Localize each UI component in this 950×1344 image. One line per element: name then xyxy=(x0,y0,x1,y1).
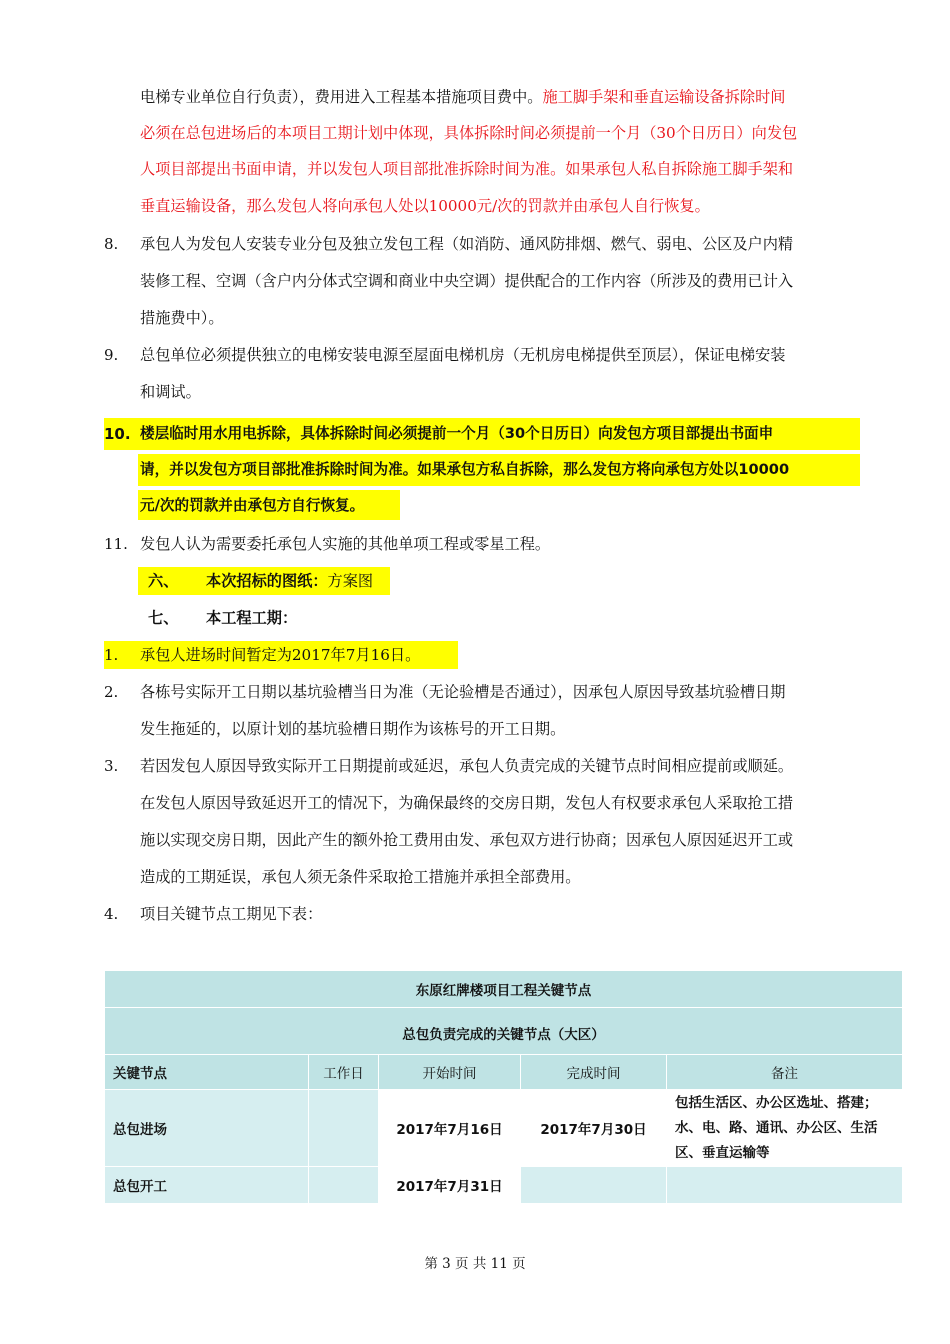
text-line: 承包人进场时间暂定为2017年7月16日。 xyxy=(140,646,421,664)
red-text-line: 必须在总包进场后的本项目工期计划中体现，具体拆除时间必须提前一个月（30个日历日）向发包 xyxy=(140,124,798,142)
table-row xyxy=(105,1167,903,1204)
column-header: 备注 xyxy=(667,1055,903,1090)
table-cell-end xyxy=(521,1167,667,1204)
table-cell-workdays xyxy=(309,1167,379,1204)
list-number: 10. xyxy=(104,425,131,443)
column-header: 完成时间 xyxy=(521,1055,667,1090)
table-row xyxy=(105,1090,903,1167)
text-line: 发包人认为需要委托承包人实施的其他单项工程或零星工程。 xyxy=(140,535,551,553)
list-number: 4. xyxy=(104,905,119,923)
red-text-segment: 施工脚手架和垂直运输设备拆除时间 xyxy=(542,88,786,106)
section-heading xyxy=(206,568,373,594)
section-number: 七、 xyxy=(148,609,179,627)
table-cell-note: 包括生活区、办公区选址、搭建；水、电、路、通讯、办公区、生活区、垂直运输等 xyxy=(667,1090,903,1167)
table-cell-note xyxy=(667,1167,903,1204)
text-line xyxy=(140,84,785,110)
table-cell-node: 总包进场 xyxy=(105,1090,309,1167)
column-header: 开始时间 xyxy=(379,1055,521,1090)
text-segment: 电梯专业单位自行负责），费用进入工程基本措施项目费中。 xyxy=(140,88,543,106)
page-footer: 第 3 页 共 11 页 xyxy=(424,1256,526,1272)
section-number: 六、 xyxy=(148,572,179,590)
text-line: 发生拖延的，以原计划的基坑验槽日期作为该栋号的开工日期。 xyxy=(140,720,566,738)
table-cell-end: 2017年7月30日 xyxy=(521,1090,667,1167)
red-text-line: 人项目部提出书面申请，并以发包人项目部批准拆除时间为准。如果承包人私自拆除施工脚手架和 xyxy=(140,160,794,178)
text-line: 措施费中）。 xyxy=(140,309,224,327)
text-line: 在发包人原因导致延迟开工的情况下，为确保最终的交房日期，发包人有权要求承包人采取抢工措 xyxy=(140,794,794,812)
column-header: 工作日 xyxy=(309,1055,379,1090)
list-number: 2. xyxy=(104,683,119,701)
text-line: 项目关键节点工期见下表： xyxy=(140,905,323,923)
table-cell-start: 2017年7月16日 xyxy=(379,1090,521,1167)
text-line: 总包单位必须提供独立的电梯安装电源至屋面电梯机房（无机房电梯提供至顶层），保证电梯安装 xyxy=(140,346,786,364)
text-line: 各栋号实际开工日期以基坑验槽当日为准（无论验槽是否通过），因承包人原因导致基坑验槽日期 xyxy=(140,683,786,701)
table-cell-workdays xyxy=(309,1090,379,1167)
red-text-line: 垂直运输设备，那么发包人将向承包人处以10000元/次的罚款并由承包人自行恢复。 xyxy=(140,197,710,215)
table-title: 东原红牌楼项目工程关键节点 xyxy=(105,971,903,1008)
key-nodes-table xyxy=(104,970,903,1204)
table-header-row xyxy=(105,1055,903,1090)
list-number: 1. xyxy=(104,646,119,664)
bold-text-line: 楼层临时用水用电拆除，具体拆除时间必须提前一个月（30个日历日）向发包方项目部提出书面申 xyxy=(140,425,774,442)
list-number: 11. xyxy=(104,535,128,553)
bold-text-line: 请，并以发包方项目部批准拆除时间为准。如果承包方私自拆除，那么发包方将向承包方处以10000 xyxy=(140,461,790,478)
section-title: 本工程工期： xyxy=(206,609,298,627)
text-line: 若因发包人原因导致实际开工日期提前或延迟，承包人负责完成的关键节点时间相应提前或顺延。 xyxy=(140,757,794,775)
list-number: 9. xyxy=(104,346,119,364)
table-subtitle: 总包负责完成的关键节点（大区） xyxy=(105,1008,903,1055)
section-title: 本次招标的图纸： xyxy=(206,572,328,590)
column-header: 关键节点 xyxy=(105,1055,309,1090)
list-number: 8. xyxy=(104,235,119,253)
text-line: 承包人为发包人安装专业分包及独立发包工程（如消防、通风防排烟、燃气、弱电、公区及户内精 xyxy=(140,235,794,253)
section-title-rest: 方案图 xyxy=(327,572,374,590)
text-line: 施以实现交房日期，因此产生的额外抢工费用由发、承包双方进行协商；因承包人原因延迟开工或 xyxy=(140,831,794,849)
table-cell-node: 总包开工 xyxy=(105,1167,309,1204)
text-line: 造成的工期延误，承包人须无条件采取抢工措施并承担全部费用。 xyxy=(140,868,581,886)
bold-text-line: 元/次的罚款并由承包方自行恢复。 xyxy=(140,497,365,514)
list-number: 3. xyxy=(104,757,119,775)
table-cell-start: 2017年7月31日 xyxy=(379,1167,521,1204)
text-line: 装修工程、空调（含户内分体式空调和商业中央空调）提供配合的工作内容（所涉及的费用已计入 xyxy=(140,272,794,290)
text-line: 和调试。 xyxy=(140,383,201,401)
